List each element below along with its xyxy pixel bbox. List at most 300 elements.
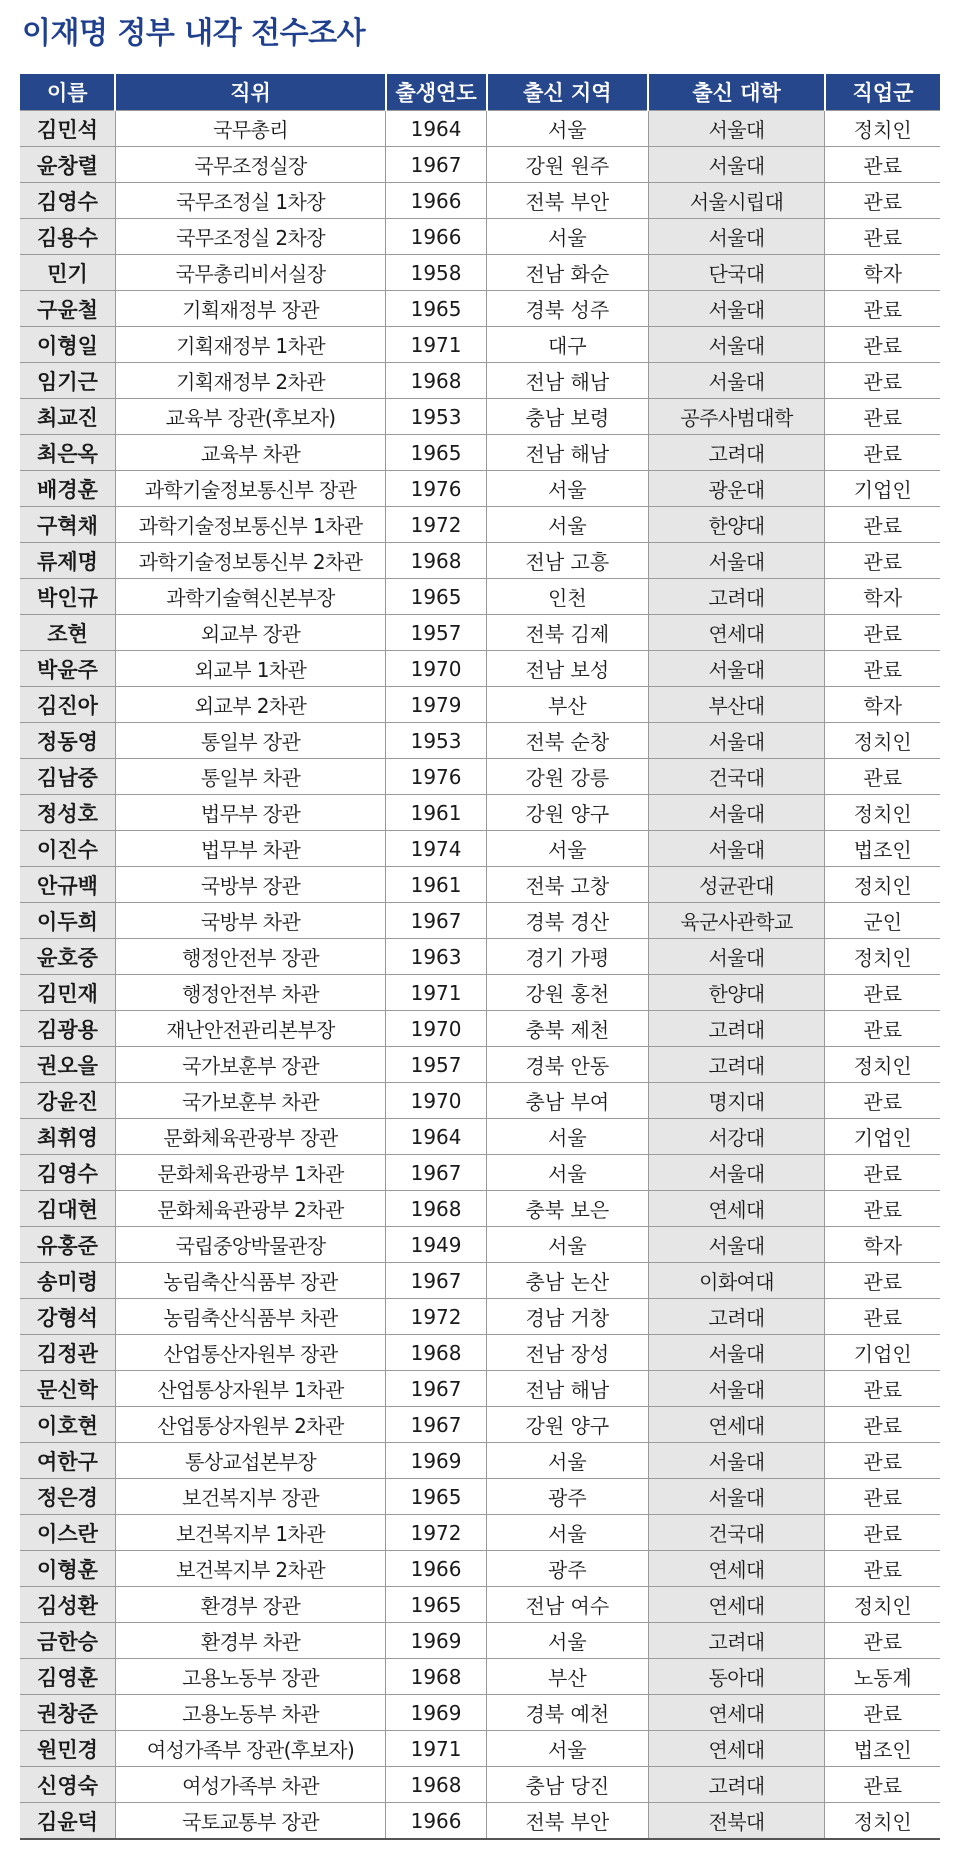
table-row	[20, 1083, 940, 1119]
cell-birth-year: 1969	[386, 1623, 487, 1659]
cell-university: 서울대	[648, 1227, 825, 1263]
cell-occupation: 기업인	[825, 1335, 940, 1371]
cell-region: 부산	[487, 1659, 649, 1695]
cell-name: 문신학	[20, 1371, 115, 1407]
cell-name: 임기근	[20, 363, 115, 399]
cell-birth-year: 1958	[386, 255, 487, 291]
cell-birth-year: 1968	[386, 363, 487, 399]
cell-occupation: 정치인	[825, 723, 940, 759]
cell-position: 환경부 차관	[115, 1623, 385, 1659]
table-row	[20, 903, 940, 939]
cell-birth-year: 1966	[386, 1551, 487, 1587]
cell-region: 충북 보은	[487, 1191, 649, 1227]
cell-name: 김진아	[20, 687, 115, 723]
cell-birth-year: 1965	[386, 291, 487, 327]
cell-name: 이진수	[20, 831, 115, 867]
cell-birth-year: 1966	[386, 219, 487, 255]
cell-birth-year: 1971	[386, 327, 487, 363]
cell-region: 전남 장성	[487, 1335, 649, 1371]
cell-position: 국토교통부 장관	[115, 1803, 385, 1840]
cell-occupation: 관료	[825, 1623, 940, 1659]
cell-name: 이형훈	[20, 1551, 115, 1587]
cell-university: 서강대	[648, 1119, 825, 1155]
cell-occupation: 정치인	[825, 795, 940, 831]
cell-position: 국무총리비서실장	[115, 255, 385, 291]
cell-occupation: 학자	[825, 1227, 940, 1263]
cell-birth-year: 1968	[386, 543, 487, 579]
cell-occupation: 기업인	[825, 471, 940, 507]
table-row	[20, 399, 940, 435]
cell-university: 건국대	[648, 1515, 825, 1551]
cell-occupation: 노동계	[825, 1659, 940, 1695]
table-body	[20, 111, 940, 1840]
cell-region: 전북 김제	[487, 615, 649, 651]
cell-university: 광운대	[648, 471, 825, 507]
cell-occupation: 관료	[825, 1407, 940, 1443]
cell-position: 기획재정부 1차관	[115, 327, 385, 363]
cell-name: 원민경	[20, 1731, 115, 1767]
table-row	[20, 507, 940, 543]
table-row	[20, 147, 940, 183]
cell-name: 이호현	[20, 1407, 115, 1443]
cell-occupation: 관료	[825, 1767, 940, 1803]
cell-birth-year: 1964	[386, 1119, 487, 1155]
cell-name: 김민석	[20, 111, 115, 147]
cell-position: 국무조정실장	[115, 147, 385, 183]
cell-position: 국무조정실 2차장	[115, 219, 385, 255]
cell-birth-year: 1971	[386, 1731, 487, 1767]
cell-occupation: 관료	[825, 651, 940, 687]
cell-region: 서울	[487, 1155, 649, 1191]
cell-occupation: 관료	[825, 507, 940, 543]
cell-region: 서울	[487, 219, 649, 255]
cell-region: 서울	[487, 831, 649, 867]
cell-region: 서울	[487, 1515, 649, 1551]
cell-occupation: 관료	[825, 327, 940, 363]
table-header-row	[20, 74, 940, 111]
cell-position: 보건복지부 1차관	[115, 1515, 385, 1551]
cell-university: 동아대	[648, 1659, 825, 1695]
cell-birth-year: 1953	[386, 399, 487, 435]
cell-name: 이두희	[20, 903, 115, 939]
cell-region: 충남 보령	[487, 399, 649, 435]
table-row	[20, 651, 940, 687]
cell-university: 이화여대	[648, 1263, 825, 1299]
column-header-position: 직위	[115, 74, 385, 111]
cell-name: 최교진	[20, 399, 115, 435]
cell-university: 서울대	[648, 219, 825, 255]
cell-region: 대구	[487, 327, 649, 363]
cell-name: 송미령	[20, 1263, 115, 1299]
cell-birth-year: 1967	[386, 1407, 487, 1443]
cell-name: 강윤진	[20, 1083, 115, 1119]
cell-region: 서울	[487, 1731, 649, 1767]
cell-university: 전북대	[648, 1803, 825, 1840]
cell-occupation: 관료	[825, 1155, 940, 1191]
cell-region: 서울	[487, 1227, 649, 1263]
cell-region: 인천	[487, 579, 649, 615]
cell-university: 건국대	[648, 759, 825, 795]
cell-birth-year: 1967	[386, 147, 487, 183]
cell-position: 통일부 장관	[115, 723, 385, 759]
cabinet-table	[20, 74, 940, 1840]
cell-position: 법무부 장관	[115, 795, 385, 831]
cell-occupation: 법조인	[825, 831, 940, 867]
cell-name: 민기	[20, 255, 115, 291]
cell-birth-year: 1976	[386, 471, 487, 507]
cell-position: 고용노동부 차관	[115, 1695, 385, 1731]
cell-position: 산업통상자원부 2차관	[115, 1407, 385, 1443]
cell-university: 서울대	[648, 111, 825, 147]
cell-position: 국가보훈부 장관	[115, 1047, 385, 1083]
cell-name: 윤호중	[20, 939, 115, 975]
cell-name: 윤창렬	[20, 147, 115, 183]
cell-birth-year: 1949	[386, 1227, 487, 1263]
cell-position: 교육부 장관(후보자)	[115, 399, 385, 435]
cell-university: 서울대	[648, 327, 825, 363]
cell-occupation: 법조인	[825, 1731, 940, 1767]
table-row	[20, 759, 940, 795]
cell-birth-year: 1963	[386, 939, 487, 975]
cell-university: 연세대	[648, 1191, 825, 1227]
cell-name: 김남중	[20, 759, 115, 795]
table-row	[20, 327, 940, 363]
cell-university: 서울대	[648, 291, 825, 327]
table-row	[20, 291, 940, 327]
table-row	[20, 795, 940, 831]
cell-occupation: 관료	[825, 543, 940, 579]
table-row	[20, 1803, 940, 1840]
cell-occupation: 군인	[825, 903, 940, 939]
cell-university: 고려대	[648, 435, 825, 471]
cell-birth-year: 1968	[386, 1767, 487, 1803]
cell-university: 연세대	[648, 1407, 825, 1443]
cell-name: 최휘영	[20, 1119, 115, 1155]
cell-name: 구윤철	[20, 291, 115, 327]
cell-university: 고려대	[648, 1767, 825, 1803]
cell-name: 김광용	[20, 1011, 115, 1047]
table-row	[20, 1659, 940, 1695]
table-row	[20, 939, 940, 975]
cell-region: 전북 순창	[487, 723, 649, 759]
cell-occupation: 관료	[825, 1479, 940, 1515]
table-row	[20, 1623, 940, 1659]
cell-birth-year: 1967	[386, 1371, 487, 1407]
column-header-occupation: 직업군	[825, 74, 940, 111]
cell-birth-year: 1967	[386, 1263, 487, 1299]
cell-region: 강원 홍천	[487, 975, 649, 1011]
cell-birth-year: 1972	[386, 507, 487, 543]
table-row	[20, 687, 940, 723]
table-row	[20, 1335, 940, 1371]
cell-name: 김민재	[20, 975, 115, 1011]
cell-position: 산업통산자원부 장관	[115, 1335, 385, 1371]
cell-birth-year: 1961	[386, 795, 487, 831]
cell-occupation: 관료	[825, 759, 940, 795]
cell-name: 김정관	[20, 1335, 115, 1371]
cell-region: 전남 해남	[487, 1371, 649, 1407]
cell-position: 국방부 차관	[115, 903, 385, 939]
cell-position: 과학기술혁신본부장	[115, 579, 385, 615]
cell-occupation: 정치인	[825, 1587, 940, 1623]
cell-university: 연세대	[648, 1551, 825, 1587]
cell-occupation: 관료	[825, 1515, 940, 1551]
table-row	[20, 1479, 940, 1515]
cell-birth-year: 1953	[386, 723, 487, 759]
cell-university: 서울대	[648, 1335, 825, 1371]
cell-region: 전남 화순	[487, 255, 649, 291]
table-row	[20, 111, 940, 147]
cell-name: 김영수	[20, 1155, 115, 1191]
cell-birth-year: 1964	[386, 111, 487, 147]
cell-region: 전북 부안	[487, 183, 649, 219]
cell-birth-year: 1967	[386, 903, 487, 939]
cell-occupation: 학자	[825, 579, 940, 615]
cell-name: 류제명	[20, 543, 115, 579]
table-row	[20, 615, 940, 651]
cell-university: 서울대	[648, 1371, 825, 1407]
cell-position: 고용노동부 장관	[115, 1659, 385, 1695]
cell-name: 정동영	[20, 723, 115, 759]
cell-university: 연세대	[648, 1587, 825, 1623]
cell-birth-year: 1966	[386, 183, 487, 219]
cell-occupation: 기업인	[825, 1119, 940, 1155]
cell-university: 공주사범대학	[648, 399, 825, 435]
cell-occupation: 관료	[825, 1011, 940, 1047]
cell-region: 충남 당진	[487, 1767, 649, 1803]
cell-position: 국무조정실 1차장	[115, 183, 385, 219]
cell-university: 서울대	[648, 363, 825, 399]
cell-occupation: 관료	[825, 1551, 940, 1587]
cell-position: 교육부 차관	[115, 435, 385, 471]
cell-region: 경북 성주	[487, 291, 649, 327]
cell-region: 강원 원주	[487, 147, 649, 183]
table-row	[20, 435, 940, 471]
cell-name: 여한구	[20, 1443, 115, 1479]
cell-birth-year: 1965	[386, 579, 487, 615]
cell-region: 전남 고흥	[487, 543, 649, 579]
table-row	[20, 1443, 940, 1479]
cell-name: 권창준	[20, 1695, 115, 1731]
cell-position: 외교부 2차관	[115, 687, 385, 723]
table-row	[20, 219, 940, 255]
cell-region: 전남 여수	[487, 1587, 649, 1623]
cell-university: 서울시립대	[648, 183, 825, 219]
cell-birth-year: 1957	[386, 1047, 487, 1083]
cell-position: 외교부 장관	[115, 615, 385, 651]
table-row	[20, 1515, 940, 1551]
cell-occupation: 관료	[825, 147, 940, 183]
cell-university: 연세대	[648, 1695, 825, 1731]
cell-name: 김영훈	[20, 1659, 115, 1695]
cell-position: 과학기술정보통신부 장관	[115, 471, 385, 507]
table-row	[20, 975, 940, 1011]
cell-occupation: 관료	[825, 975, 940, 1011]
cell-region: 충북 제천	[487, 1011, 649, 1047]
cell-position: 국무총리	[115, 111, 385, 147]
cell-birth-year: 1970	[386, 651, 487, 687]
cell-university: 고려대	[648, 1011, 825, 1047]
table-row	[20, 363, 940, 399]
cell-position: 국가보훈부 차관	[115, 1083, 385, 1119]
cell-position: 산업통상자원부 1차관	[115, 1371, 385, 1407]
cell-university: 한양대	[648, 507, 825, 543]
cell-university: 육군사관학교	[648, 903, 825, 939]
cell-region: 경남 거창	[487, 1299, 649, 1335]
cell-position: 재난안전관리본부장	[115, 1011, 385, 1047]
cell-region: 서울	[487, 1119, 649, 1155]
cell-occupation: 관료	[825, 1083, 940, 1119]
cell-name: 최은옥	[20, 435, 115, 471]
cell-region: 강원 양구	[487, 795, 649, 831]
cell-position: 보건복지부 장관	[115, 1479, 385, 1515]
cell-position: 과학기술정보통신부 1차관	[115, 507, 385, 543]
cell-birth-year: 1961	[386, 867, 487, 903]
cell-region: 서울	[487, 471, 649, 507]
table-row	[20, 579, 940, 615]
cell-position: 행정안전부 장관	[115, 939, 385, 975]
cell-birth-year: 1968	[386, 1659, 487, 1695]
cell-position: 여성가족부 장관(후보자)	[115, 1731, 385, 1767]
cell-occupation: 관료	[825, 615, 940, 651]
cell-region: 충남 부여	[487, 1083, 649, 1119]
cell-occupation: 관료	[825, 435, 940, 471]
cell-region: 경북 예천	[487, 1695, 649, 1731]
cell-occupation: 관료	[825, 399, 940, 435]
cell-name: 김대현	[20, 1191, 115, 1227]
cell-region: 전북 부안	[487, 1803, 649, 1840]
cell-birth-year: 1979	[386, 687, 487, 723]
cell-occupation: 학자	[825, 687, 940, 723]
cell-occupation: 관료	[825, 1695, 940, 1731]
cell-name: 구혁채	[20, 507, 115, 543]
cell-name: 김영수	[20, 183, 115, 219]
table-row	[20, 723, 940, 759]
cell-occupation: 관료	[825, 291, 940, 327]
cell-position: 환경부 장관	[115, 1587, 385, 1623]
cell-name: 이형일	[20, 327, 115, 363]
cell-birth-year: 1965	[386, 435, 487, 471]
table-row	[20, 1119, 940, 1155]
cell-birth-year: 1970	[386, 1011, 487, 1047]
cell-birth-year: 1966	[386, 1803, 487, 1840]
cell-name: 강형석	[20, 1299, 115, 1335]
cell-birth-year: 1965	[386, 1479, 487, 1515]
cell-position: 통일부 차관	[115, 759, 385, 795]
cell-region: 전남 해남	[487, 435, 649, 471]
cell-region: 전남 보성	[487, 651, 649, 687]
table-row	[20, 1227, 940, 1263]
table-row	[20, 867, 940, 903]
cell-occupation: 정치인	[825, 1047, 940, 1083]
cell-university: 서울대	[648, 831, 825, 867]
cell-region: 전남 해남	[487, 363, 649, 399]
cell-position: 농림축산식품부 장관	[115, 1263, 385, 1299]
cell-occupation: 관료	[825, 363, 940, 399]
cell-birth-year: 1971	[386, 975, 487, 1011]
cell-position: 외교부 1차관	[115, 651, 385, 687]
cell-name: 금한승	[20, 1623, 115, 1659]
column-header-region: 출신 지역	[487, 74, 649, 111]
cell-region: 강원 강릉	[487, 759, 649, 795]
cell-university: 서울대	[648, 1443, 825, 1479]
cell-university: 서울대	[648, 1155, 825, 1191]
table-row	[20, 1191, 940, 1227]
cell-position: 국립중앙박물관장	[115, 1227, 385, 1263]
table-row	[20, 831, 940, 867]
cell-position: 문화체육관광부 2차관	[115, 1191, 385, 1227]
cell-name: 신영숙	[20, 1767, 115, 1803]
cell-region: 부산	[487, 687, 649, 723]
cell-birth-year: 1957	[386, 615, 487, 651]
cell-birth-year: 1972	[386, 1299, 487, 1335]
cell-occupation: 관료	[825, 1299, 940, 1335]
cell-occupation: 학자	[825, 255, 940, 291]
cell-region: 충남 논산	[487, 1263, 649, 1299]
table-row	[20, 183, 940, 219]
cell-occupation: 관료	[825, 1443, 940, 1479]
cell-region: 경기 가평	[487, 939, 649, 975]
cell-name: 김윤덕	[20, 1803, 115, 1840]
cell-university: 서울대	[648, 1479, 825, 1515]
cell-university: 고려대	[648, 1623, 825, 1659]
cell-university: 한양대	[648, 975, 825, 1011]
cell-region: 전북 고창	[487, 867, 649, 903]
cell-university: 성균관대	[648, 867, 825, 903]
table-row	[20, 1767, 940, 1803]
cell-university: 서울대	[648, 651, 825, 687]
cell-occupation: 관료	[825, 219, 940, 255]
cell-position: 과학기술정보통신부 2차관	[115, 543, 385, 579]
cell-region: 서울	[487, 1623, 649, 1659]
cell-name: 김용수	[20, 219, 115, 255]
page-title: 이재명 정부 내각 전수조사	[22, 16, 366, 51]
cell-university: 고려대	[648, 579, 825, 615]
cell-name: 박윤주	[20, 651, 115, 687]
cell-name: 권오을	[20, 1047, 115, 1083]
column-header-birth-year: 출생연도	[386, 74, 487, 111]
table-row	[20, 1587, 940, 1623]
cell-birth-year: 1972	[386, 1515, 487, 1551]
cell-name: 배경훈	[20, 471, 115, 507]
table-row	[20, 471, 940, 507]
cell-university: 명지대	[648, 1083, 825, 1119]
column-header-university: 출신 대학	[648, 74, 825, 111]
cell-region: 서울	[487, 1443, 649, 1479]
cell-position: 기획재정부 장관	[115, 291, 385, 327]
table-row	[20, 1407, 940, 1443]
cell-university: 서울대	[648, 795, 825, 831]
cell-name: 유홍준	[20, 1227, 115, 1263]
table-row	[20, 1011, 940, 1047]
cell-birth-year: 1968	[386, 1335, 487, 1371]
cell-region: 광주	[487, 1551, 649, 1587]
cell-birth-year: 1965	[386, 1587, 487, 1623]
cell-name: 김성환	[20, 1587, 115, 1623]
cell-birth-year: 1974	[386, 831, 487, 867]
cell-position: 통상교섭본부장	[115, 1443, 385, 1479]
table-row	[20, 543, 940, 579]
cell-position: 기획재정부 2차관	[115, 363, 385, 399]
cell-birth-year: 1969	[386, 1443, 487, 1479]
cell-university: 연세대	[648, 1731, 825, 1767]
table-row	[20, 1047, 940, 1083]
cell-position: 국방부 장관	[115, 867, 385, 903]
cell-position: 농림축산식품부 차관	[115, 1299, 385, 1335]
cell-birth-year: 1969	[386, 1695, 487, 1731]
cell-occupation: 정치인	[825, 1803, 940, 1840]
table-row	[20, 1155, 940, 1191]
